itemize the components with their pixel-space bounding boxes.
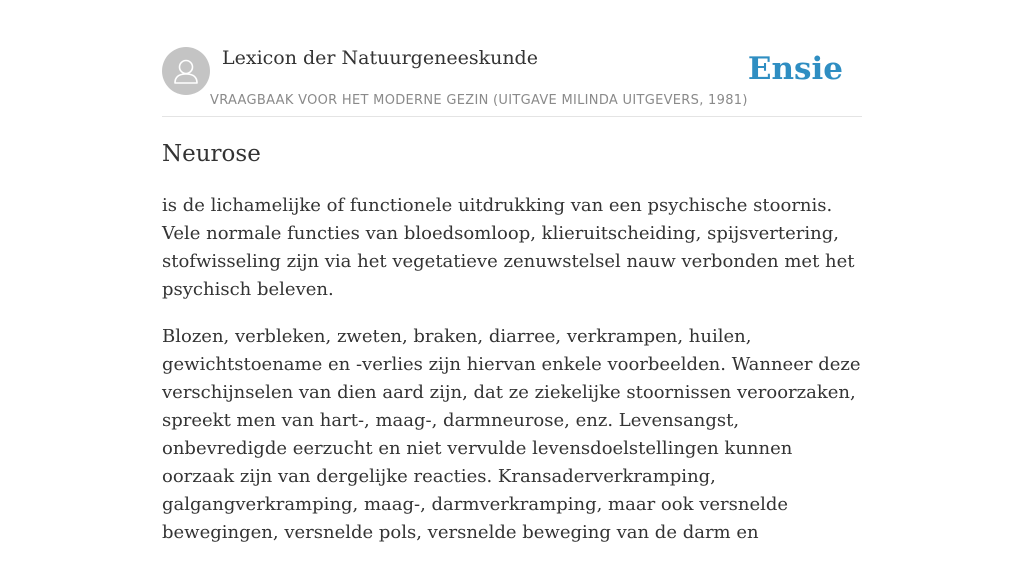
article-paragraph: is de lichamelijke of functionele uitdrukking van een psychische stoornis. Vele normale functies van bloedsomloop, klieruitscheiding, spijsvertering, stofwisseling zijn via het vegetatieve zenuwstelsel nauw verbonden met het psychisch beleven. (162, 195, 855, 300)
ensie-logo[interactable]: Ensie (747, 51, 843, 87)
article-body (162, 192, 864, 566)
avatar[interactable] (162, 47, 210, 95)
article-paragraph: Blozen, verbleken, zweten, braken, diarree, verkrampen, huilen, gewichtstoename en -verlies zijn hiervan enkele voorbeelden. Wanneer deze verschijnselen van dien aard zijn, dat ze ziekelijke stoornissen veroorzaken, spreekt men van hart-, maag-, darmneurose, enz. Levensangst, onbevredigde eerzucht en niet vervulde levensdoelstellingen kunnen oorzaak zijn van dergelijke reacties. Kransaderverkramping, galgangverkramping, maag-, darmverkramping, maar ook versnelde bewegingen, versnelde pols, versnelde beweging van de darm en (162, 326, 861, 543)
user-silhouette-icon (162, 47, 210, 95)
book-title[interactable]: Lexicon der Natuurgeneeskunde (222, 47, 538, 69)
header (162, 0, 862, 117)
page (162, 0, 862, 543)
term-title: Neurose (162, 141, 261, 167)
book-subtitle: VRAAGBAAK VOOR HET MODERNE GEZIN (UITGAVE MILINDA UITGEVERS, 1981) (210, 93, 748, 108)
